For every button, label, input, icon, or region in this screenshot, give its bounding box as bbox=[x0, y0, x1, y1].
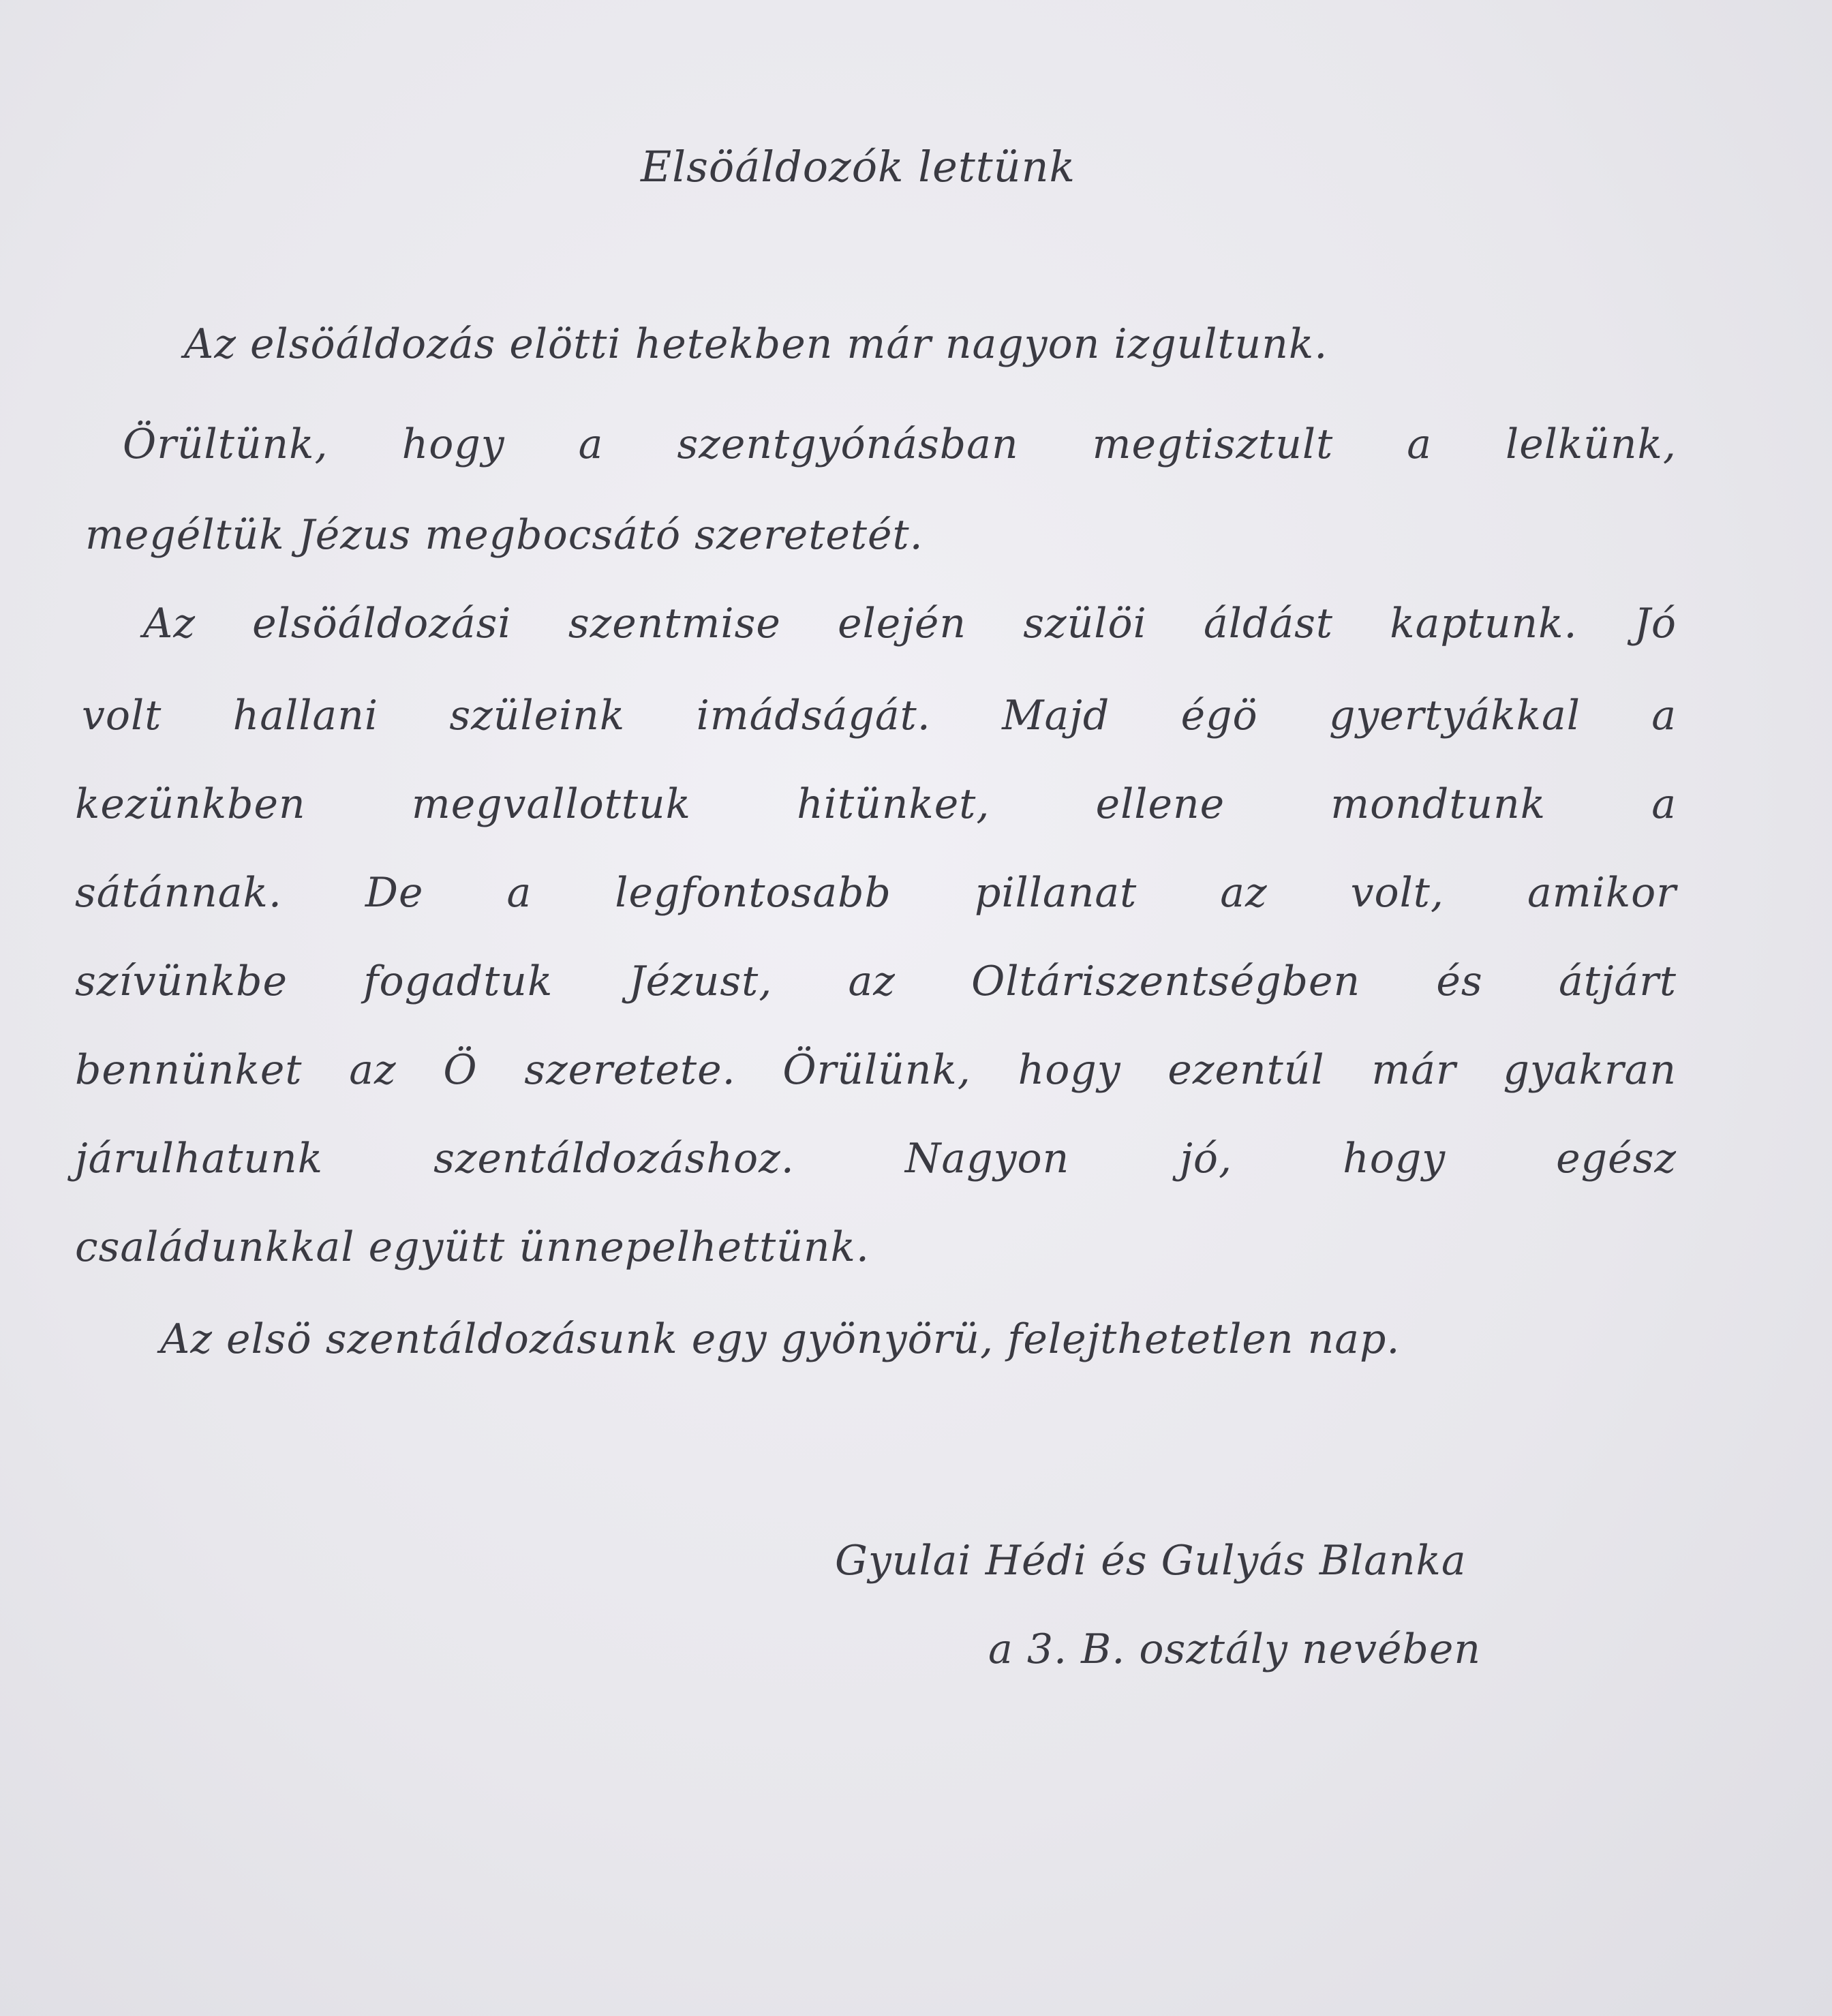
document-title: Elsöáldozók lettünk bbox=[641, 142, 1076, 192]
paragraph-3-line-4: sátánnak. De a legfontosabb pillanat az volt, amikor bbox=[75, 869, 1677, 917]
paragraph-3-line-5: szívünkbe fogadtuk Jézust, az Oltáriszentségben és átjárt bbox=[75, 958, 1677, 1005]
paragraph-3-line-7: járulhatunk szentáldozáshoz. Nagyon jó, hogy egész bbox=[75, 1135, 1677, 1182]
signature-group: a 3. B. osztály nevében bbox=[988, 1625, 1482, 1673]
paragraph-1-line-1: Az elsöáldozás elötti hetekben már nagyon izgultunk. bbox=[184, 320, 1328, 368]
paragraph-3-line-2: volt hallani szüleink imádságát. Majd égö gyertyákkal a bbox=[82, 692, 1677, 739]
paragraph-2-line-2: megéltük Jézus megbocsátó szeretetét. bbox=[85, 511, 923, 559]
paragraph-3-line-3: kezünkben megvallottuk hitünket, ellene mondtunk a bbox=[75, 780, 1677, 828]
paragraph-4-line-1: Az elsö szentáldozásunk egy gyönyörü, felejthetetlen nap. bbox=[160, 1315, 1401, 1363]
signature-names: Gyulai Hédi és Gulyás Blanka bbox=[835, 1537, 1467, 1585]
paragraph-3-line-6: bennünket az Ö szeretete. Örülünk, hogy ezentúl már gyakran bbox=[75, 1046, 1677, 1094]
paragraph-3-line-1: Az elsöáldozási szentmise elején szülöi áldást kaptunk. Jó bbox=[143, 600, 1677, 647]
paragraph-2-line-1: Örültünk, hogy a szentgyónásban megtisztult a lelkünk, bbox=[123, 421, 1677, 468]
paragraph-3-line-8: családunkkal együtt ünnepelhettünk. bbox=[75, 1223, 870, 1271]
